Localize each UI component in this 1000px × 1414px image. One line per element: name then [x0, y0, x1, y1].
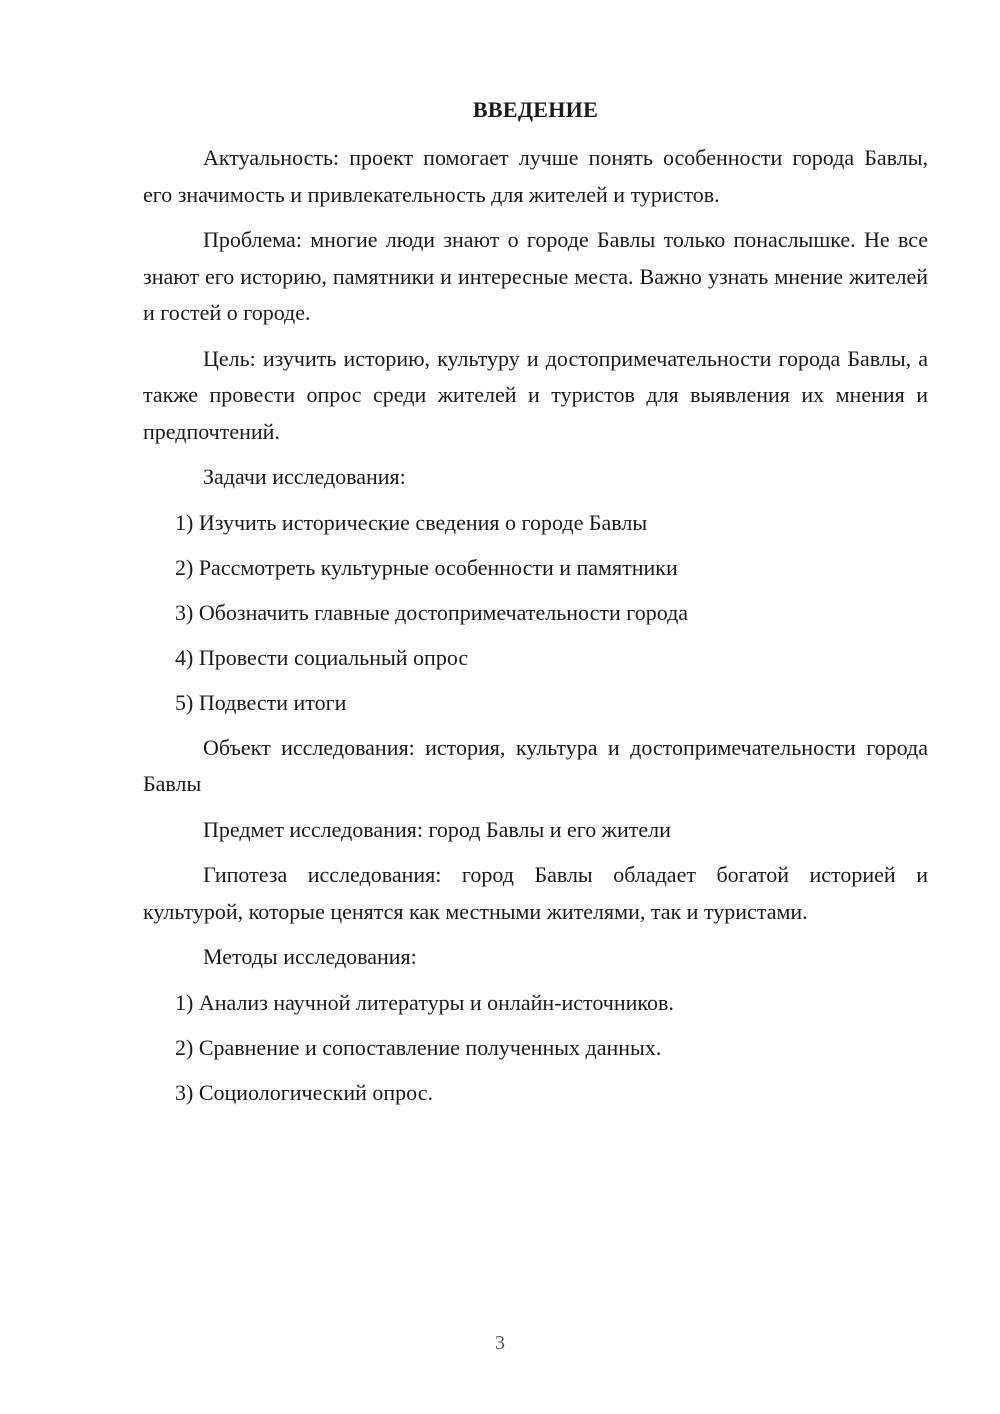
list-item: 5) Подвести итоги — [175, 689, 347, 715]
methods-list — [143, 985, 928, 1111]
page-number: 3 — [495, 1332, 505, 1354]
list-item: 4) Провести социальный опрос — [175, 644, 469, 670]
tasks-heading: Задачи исследования: — [203, 464, 406, 489]
hypothesis-paragraph: Гипотеза исследования: город Бавлы обладает богатой историей и культурой, которые ценятся как местными жителями, так и туристами. — [143, 862, 928, 924]
problem-paragraph: Проблема: многие люди знают о городе Бавлы только понаслышке. Не все знают его историю, памятники и интересные места. Важно узнать мнение жителей и гостей о городе. — [143, 227, 928, 325]
list-item: 3) Социологический опрос. — [175, 1079, 433, 1105]
document-page — [143, 92, 928, 1120]
object-paragraph: Объект исследования: история, культура и достопримечательности города Бавлы — [143, 734, 928, 796]
tasks-list — [143, 505, 928, 721]
goal-paragraph: Цель: изучить историю, культуру и достопримечательности города Бавлы, а также провести опрос среди жителей и туристов для выявления их мнения и предпочтений. — [143, 345, 928, 444]
list-item: 3) Обозначить главные достопримечательности города — [175, 599, 689, 625]
list-item: 2) Сравнение и сопоставление полученных данных. — [175, 1034, 662, 1060]
list-item: 1) Изучить исторические сведения о городе Бавлы — [175, 509, 648, 535]
relevance-paragraph: Актуальность: проект помогает лучше понять особенности города Бавлы, его значимость и привлекательность для жителей и туристов. — [143, 145, 928, 207]
list-item: 2) Рассмотреть культурные особенности и памятники — [175, 554, 678, 580]
list-item: 1) Анализ научной литературы и онлайн-источников. — [175, 989, 674, 1015]
section-title: ВВЕДЕНИЕ — [472, 97, 599, 122]
subject-paragraph: Предмет исследования: город Бавлы и его жители — [203, 816, 671, 842]
methods-heading: Методы исследования: — [203, 944, 417, 969]
